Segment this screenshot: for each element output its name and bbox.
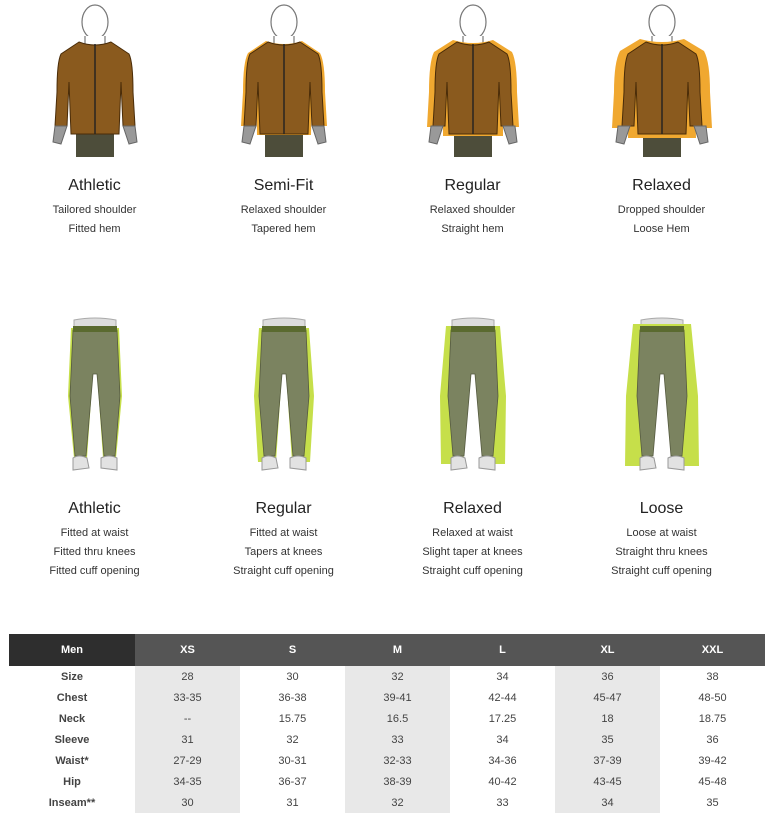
- table-cell: 38-39: [345, 771, 450, 792]
- jacket-fit-hem: Straight hem: [441, 223, 504, 235]
- table-cell: 39-42: [698, 754, 727, 767]
- jacket-fit-shoulder: Relaxed shoulder: [240, 204, 327, 216]
- table-row: [9, 687, 765, 708]
- pant-fit-waist: Loose at waist: [626, 527, 697, 539]
- table-cell: 45-48: [698, 775, 727, 788]
- table-cell: 38: [706, 670, 719, 683]
- size-chart-header-row: [9, 634, 765, 666]
- jacket-fits: [0, 0, 775, 260]
- size-header-xs: XS: [135, 634, 240, 666]
- pant-relaxed-figure: [413, 316, 533, 486]
- table-cell: 36: [555, 666, 660, 687]
- table-cell: 34: [496, 733, 509, 746]
- table-cell: 30: [286, 670, 299, 683]
- pant-fit-title: Athletic: [68, 500, 121, 517]
- row-label: Waist*: [55, 754, 89, 767]
- jacket-athletic-figure: [35, 2, 155, 162]
- jacket-fit-athletic: [0, 0, 189, 260]
- size-header-l: L: [450, 634, 555, 666]
- table-cell: 33: [345, 729, 450, 750]
- pant-fit-cuff: Straight cuff opening: [611, 565, 712, 577]
- table-cell: 39-41: [345, 687, 450, 708]
- pant-fit-waist: Fitted at waist: [60, 527, 129, 539]
- jacket-fit-shoulder: Relaxed shoulder: [429, 204, 516, 216]
- table-row: [9, 750, 765, 771]
- jacket-fit-title: Semi-Fit: [253, 177, 314, 194]
- table-cell: 35: [706, 796, 719, 809]
- row-label: Neck: [58, 712, 86, 725]
- size-header-s: S: [240, 634, 345, 666]
- table-cell: 18.75: [698, 712, 727, 725]
- table-cell: 16.5: [345, 708, 450, 729]
- jacket-semi-fit-figure: [224, 2, 344, 162]
- pant-fit-title: Relaxed: [443, 500, 502, 517]
- jacket-fit-shoulder: Dropped shoulder: [617, 204, 706, 216]
- table-cell: 45-47: [555, 687, 660, 708]
- pant-fit-loose: [567, 310, 756, 590]
- table-cell: 36-37: [278, 775, 307, 788]
- jacket-relaxed-figure: [602, 2, 722, 162]
- table-cell: 32: [345, 666, 450, 687]
- jacket-fit-hem: Tapered hem: [251, 223, 316, 235]
- pant-regular-figure: [224, 316, 344, 486]
- table-cell: 36: [706, 733, 719, 746]
- table-row: [9, 792, 765, 813]
- pant-fit-knees: Fitted thru knees: [53, 546, 136, 558]
- table-cell: 32: [345, 792, 450, 813]
- pant-fit-waist: Relaxed at waist: [432, 527, 513, 539]
- table-cell: 30-31: [278, 754, 307, 767]
- jacket-fit-title: Relaxed: [632, 177, 691, 194]
- table-row: [9, 771, 765, 792]
- row-label: Sleeve: [54, 733, 90, 746]
- table-cell: 33-35: [135, 687, 240, 708]
- pant-fit-title: Loose: [639, 500, 684, 517]
- pant-fit-athletic: [0, 310, 189, 590]
- table-cell: 33: [496, 796, 509, 809]
- table-cell: 32-33: [345, 750, 450, 771]
- table-row: [9, 708, 765, 729]
- table-cell: 34-36: [488, 754, 517, 767]
- table-row: [9, 666, 765, 687]
- table-cell: 48-50: [698, 691, 727, 704]
- jacket-fit-title: Regular: [444, 177, 501, 194]
- table-cell: 28: [135, 666, 240, 687]
- jacket-regular-figure: [413, 2, 533, 162]
- jacket-fit-hem: Fitted hem: [68, 223, 121, 235]
- table-cell: 36-38: [278, 691, 307, 704]
- table-cell: 17.25: [488, 712, 517, 725]
- row-label: Chest: [56, 691, 88, 704]
- pant-fit-waist: Fitted at waist: [249, 527, 318, 539]
- pant-athletic-figure: [35, 316, 155, 486]
- row-label: Hip: [63, 775, 81, 788]
- pant-fit-regular: [189, 310, 378, 590]
- table-cell: 40-42: [488, 775, 517, 788]
- jacket-fit-semi-fit: [189, 0, 378, 260]
- table-cell: 34-35: [135, 771, 240, 792]
- table-cell: 37-39: [555, 750, 660, 771]
- jacket-fit-shoulder: Tailored shoulder: [52, 204, 137, 216]
- size-header-m: M: [345, 634, 450, 666]
- pant-fit-relaxed: [378, 310, 567, 590]
- jacket-fit-regular: [378, 0, 567, 260]
- table-cell: 30: [135, 792, 240, 813]
- pant-fit-knees: Tapers at knees: [244, 546, 323, 558]
- size-header-xl: XL: [555, 634, 660, 666]
- table-cell: 32: [286, 733, 299, 746]
- pant-fit-title: Regular: [255, 500, 312, 517]
- pant-fits: [0, 310, 775, 590]
- table-cell: 34: [555, 792, 660, 813]
- row-label: Size: [60, 670, 83, 683]
- table-cell: 31: [135, 729, 240, 750]
- table-cell: 15.75: [278, 712, 307, 725]
- table-cell: 42-44: [488, 691, 517, 704]
- table-cell: 34: [496, 670, 509, 683]
- table-cell: 35: [555, 729, 660, 750]
- row-label: Inseam**: [48, 796, 96, 809]
- size-chart-table: [9, 634, 765, 813]
- size-header-xxl: XXL: [660, 634, 765, 666]
- table-row: [9, 729, 765, 750]
- jacket-fit-hem: Loose Hem: [633, 223, 690, 235]
- pant-fit-cuff: Straight cuff opening: [422, 565, 523, 577]
- pant-fit-knees: Straight thru knees: [615, 546, 708, 558]
- table-cell: 31: [286, 796, 299, 809]
- jacket-fit-title: Athletic: [68, 177, 121, 194]
- table-cell: 18: [555, 708, 660, 729]
- size-chart-corner-header: Men: [9, 634, 135, 666]
- pant-fit-knees: Slight taper at knees: [422, 546, 523, 558]
- pant-fit-cuff: Fitted cuff opening: [49, 565, 140, 577]
- table-cell: --: [135, 708, 240, 729]
- jacket-fit-relaxed: [567, 0, 756, 260]
- pant-fit-cuff: Straight cuff opening: [233, 565, 334, 577]
- table-cell: 27-29: [135, 750, 240, 771]
- table-cell: 43-45: [555, 771, 660, 792]
- pant-loose-figure: [602, 316, 722, 486]
